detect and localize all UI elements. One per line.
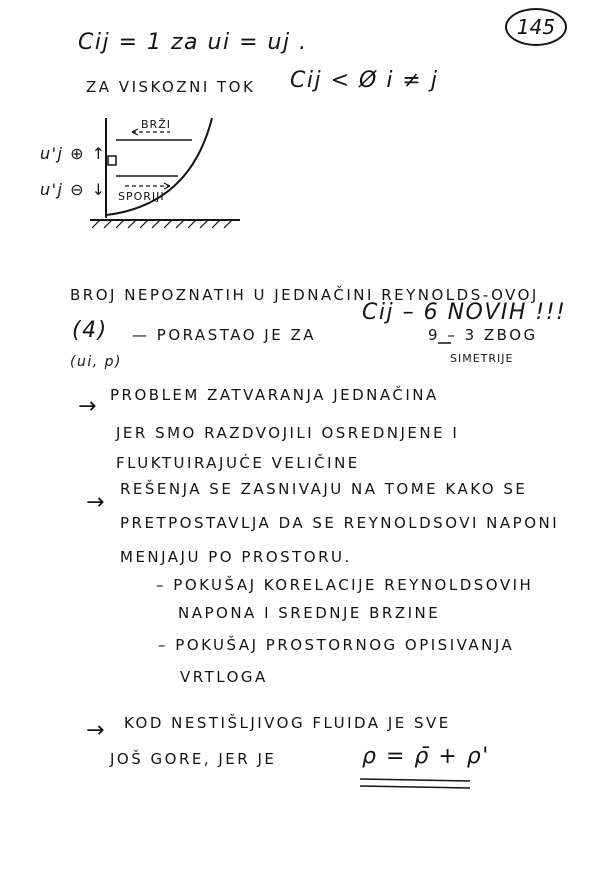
p2-line1: PROBLEM ZATVARANJA JEDNAČINA xyxy=(110,386,439,404)
label-brzi: BRŽI xyxy=(141,118,171,131)
label-sporiji: SPORIJI xyxy=(118,190,165,203)
p3-line5: NAPONA I SREDNJE BRZINE xyxy=(178,604,441,622)
page-number: 145 xyxy=(505,8,567,46)
p1-line1: BROJ NEPOZNATIH U JEDNAČINI REYNOLDS-OVOJ xyxy=(70,286,539,304)
p1-cij-six: Cij – 6 NOVIH !!! xyxy=(362,300,567,325)
p4-line2: JOŠ GORE, JER JE xyxy=(110,750,277,768)
p4-density-equation: ρ = ρ̄ + ρ' xyxy=(362,744,490,769)
p2-line2: JER SMO RAZDVOJILI OSREDNJENE I xyxy=(116,424,460,442)
label-uj-negative: u'j ⊖ ↓ xyxy=(40,180,107,199)
p3-line2: PRETPOSTAVLJA DA SE REYNOLDSOVI NAPONI xyxy=(120,514,560,532)
p3-line1: REŠENJA SE ZASNIVAJU NA TOME KAKO SE xyxy=(120,480,528,498)
p2-line3: FLUKTUIRAJUĆE VELIČINE xyxy=(116,454,360,472)
p4-line1: KOD NESTIŠLJIVOG FLUIDA JE SVE xyxy=(124,714,451,732)
arrow-right-icon: → xyxy=(78,394,97,419)
p3-line7: VRTLOGA xyxy=(180,668,268,686)
arrow-right-icon: → xyxy=(86,490,105,515)
p1-ui-p: (ui, p) xyxy=(70,354,122,370)
p3-line4: – POKUŠAJ KORELACIJE REYNOLDSOVIH xyxy=(156,576,534,594)
p1-nine-minus-three: 9 – 3 ZBOG xyxy=(428,326,538,344)
p3-line6: – POKUŠAJ PROSTORNOG OPISIVANJA xyxy=(158,636,515,654)
p1-symmetry: SIMETRIJE xyxy=(450,352,514,365)
p3-line3: MENJAJU PO PROSTORU. xyxy=(120,548,352,566)
p1-line2: — PORASTAO JE ZA xyxy=(132,326,316,344)
line-cij-equals-one: Cij = 1 za ui = uj . xyxy=(78,30,308,55)
arrow-right-icon: → xyxy=(86,718,105,743)
line-cij-less-zero: Cij < Ø i ≠ j xyxy=(290,68,439,93)
label-uj-positive: u'j ⊕ ↑ xyxy=(40,144,107,163)
p1-four: (4) xyxy=(72,318,108,343)
line-viscous-flow: ZA VISKOZNI TOK xyxy=(86,78,256,96)
